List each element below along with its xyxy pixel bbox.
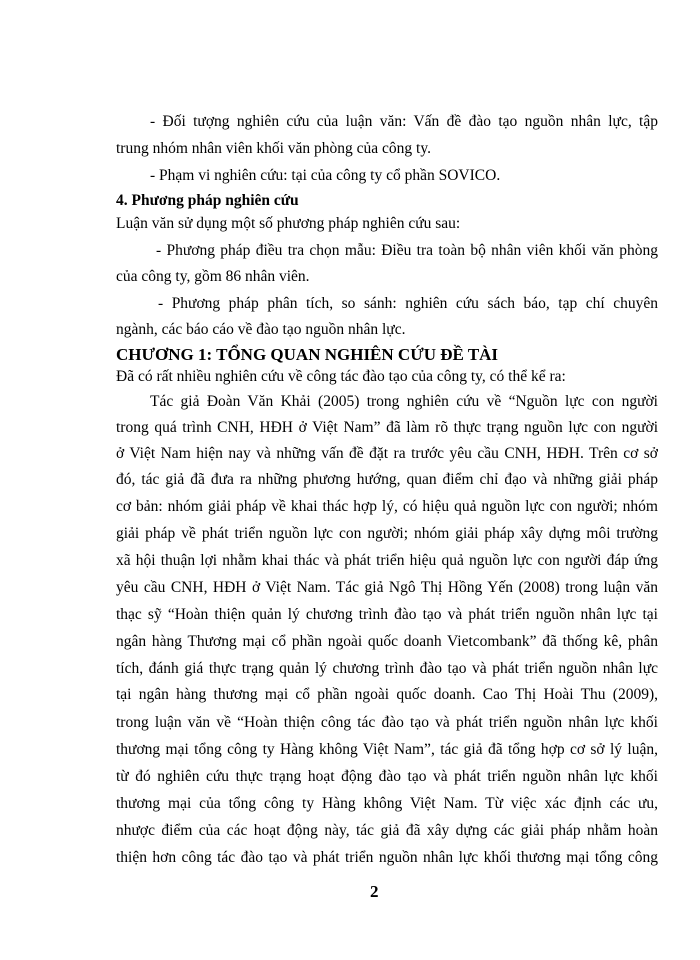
research-object-line-1: - Đối tượng nghiên cứu của luận văn: Vấn đề đào tạo nguồn nhân lực, tập (150, 113, 658, 130)
page-number: 2 (370, 882, 379, 901)
analysis-method-line-1: - Phương pháp phân tích, so sánh: nghiên cứu sách báo, tạp chí chuyên (158, 295, 658, 312)
body-line: trong luận văn về “Hoàn thiện công tác đào tạo và phát triển nguồn nhân lực khối (116, 714, 658, 731)
research-object-line-2: trung nhóm nhân viên khối văn phòng của công ty. (116, 140, 431, 157)
methods-heading: 4. Phương pháp nghiên cứu (116, 192, 299, 209)
body-line: xã hội thuận lợi nhằm khai thác và phát triển hiệu quả nguồn lực con người đáp ứng (116, 552, 658, 569)
body-line: trong quá trình CNH, HĐH ở Việt Nam” đã làm rõ thực trạng nguồn lực con người (116, 419, 658, 436)
body-line: tại ngân hàng thương mại cổ phần ngoài quốc doanh. Cao Thị Hoài Thu (2009), (116, 686, 658, 703)
survey-method-line-2: của công ty, gồm 86 nhân viên. (116, 268, 310, 285)
methods-intro: Luận văn sử dụng một số phương pháp nghiên cứu sau: (116, 215, 461, 232)
body-line: yêu cầu CNH, HĐH ở Việt Nam. Tác giả Ngô Thị Hồng Yến (2008) trong luận văn (116, 579, 658, 596)
body-line: thạc sỹ “Hoàn thiện quản lý chương trình đào tạo và phát triển nguồn nhân lực tại (116, 606, 658, 623)
body-line: thương mại của tổng công ty Hàng không Việt Nam. Từ việc xác định các ưu, (116, 795, 658, 812)
chapter-title: CHƯƠNG 1: TỔNG QUAN NGHIÊN CỨU ĐỀ TÀI (116, 345, 499, 364)
chapter-intro: Đã có rất nhiều nghiên cứu về công tác đào tạo của công ty, có thể kể ra: (116, 368, 566, 385)
body-line: nhược điểm của các hoạt động này, tác giả đã xây dựng các giải pháp nhằm hoàn (116, 822, 658, 839)
body-line: từ đó nghiên cứu thực trạng hoạt động đào tạo và phát triển nguồn nhân lực khối (116, 768, 658, 785)
research-scope-line: - Phạm vi nghiên cứu: tại của công ty cổ phần SOVICO. (150, 167, 501, 184)
survey-method-line-1: - Phương pháp điều tra chọn mẫu: Điều tra toàn bộ nhân viên khối văn phòng (156, 242, 658, 259)
body-line: ngân hàng Thương mại cổ phần ngoài quốc doanh Vietcombank” đã thống kê, phân (116, 633, 658, 650)
body-line: giải pháp về phát triển nguồn lực con người; nhóm giải pháp xây dựng môi trường (116, 525, 658, 542)
analysis-method-line-2: ngành, các báo cáo về đào tạo nguồn nhân lực. (116, 321, 406, 338)
body-line: đó, tác giả đã đưa ra những phương hướng, quan điểm chỉ đạo và những giải pháp (116, 471, 658, 488)
body-line: ở Việt Nam hiện nay và những vấn đề đặt ra trước yêu cầu CNH, HĐH. Trên cơ sở (116, 445, 658, 462)
body-line: tích, đánh giá thực trạng quản lý chương trình đào tạo và phát triển nguồn nhân lực (116, 660, 658, 677)
body-line: thương mại tổng công ty Hàng không Việt Nam”, tác giả đã tổng hợp cơ sở lý luận, (116, 741, 658, 758)
body-line: thiện hơn công tác đào tạo và phát triển nguồn nhân lực khối thương mại tổng công (116, 849, 658, 866)
body-line: Tác giả Đoàn Văn Khải (2005) trong nghiên cứu về “Nguồn lực con người (150, 393, 658, 410)
body-line: cơ bản: nhóm giải pháp về khai thác hợp lý, có hiệu quả nguồn lực con người; nhóm (116, 498, 658, 515)
